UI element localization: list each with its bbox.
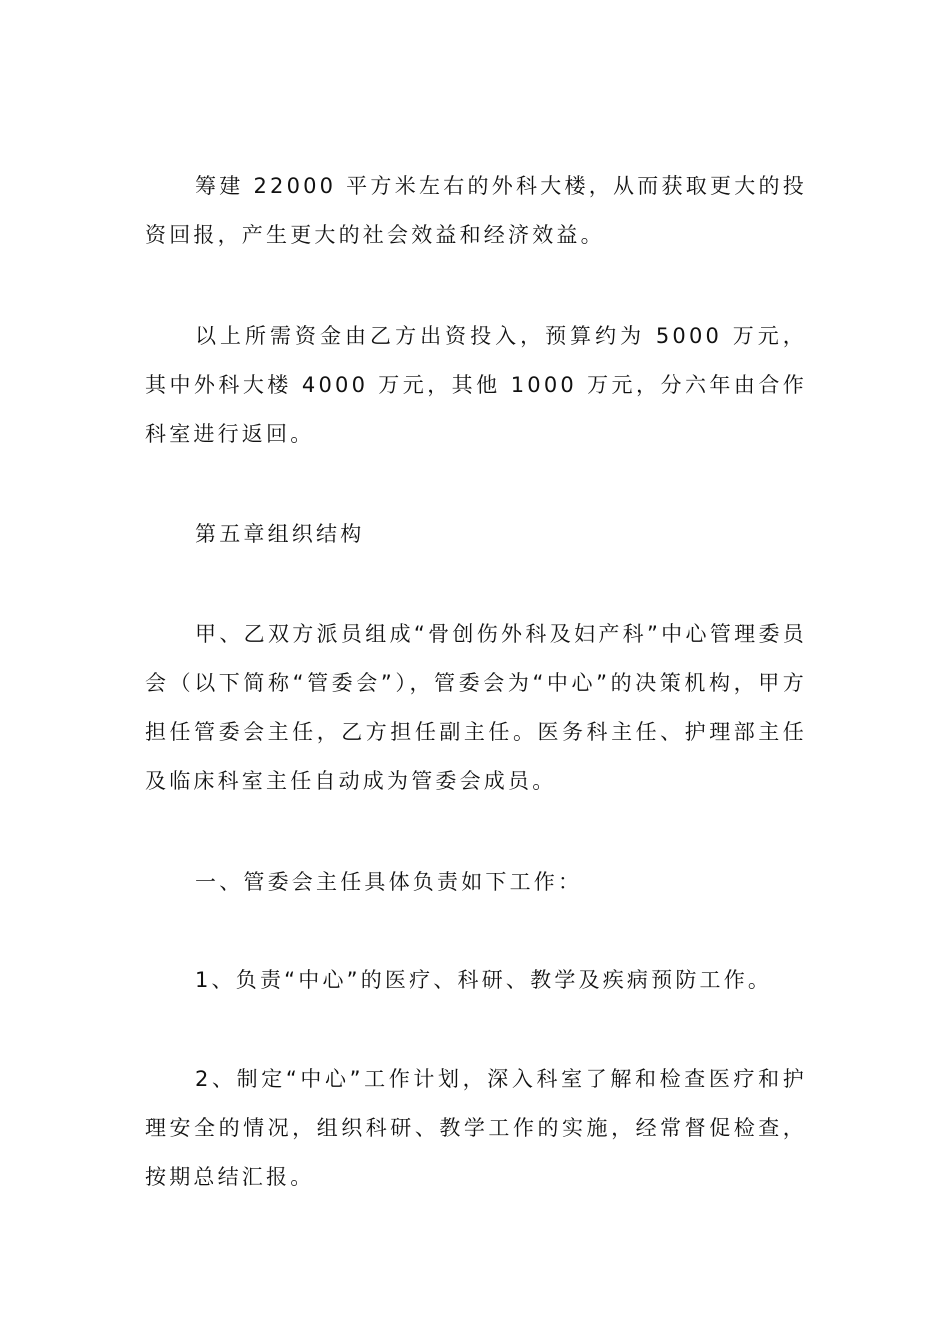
section-heading-director-duties: 一、管委会主任具体负责如下工作： — [195, 870, 583, 894]
list-item-1: 1、负责“中心”的医疗、科研、教学及疾病预防工作。 — [195, 968, 773, 992]
paragraph-committee: 甲、乙双方派员组成“骨创伤外科及妇产科”中心管理委员会（以下简称“管委会”），管委会为“中心”的决策机构，甲方担任管委会主任，乙方担任副主任。医务科主任、护理部主任及临床科室主任自动成为管委会成员。 — [145, 622, 807, 793]
chapter-heading: 第五章组织结构 — [195, 522, 365, 546]
paragraph-surgical-building: 筹建 22000 平方米左右的外科大楼，从而获取更大的投资回报，产生更大的社会效益和经济效益。 — [145, 174, 807, 247]
paragraph-funding: 以上所需资金由乙方出资投入，预算约为 5000 万元，其中外科大楼 4000 万元，其他 1000 万元，分六年由合作科室进行返回。 — [145, 324, 807, 446]
list-item-2: 2、制定“中心”工作计划，深入科室了解和检查医疗和护理安全的情况，组织科研、教学工作的实施，经常督促检查，按期总结汇报。 — [145, 1067, 807, 1189]
